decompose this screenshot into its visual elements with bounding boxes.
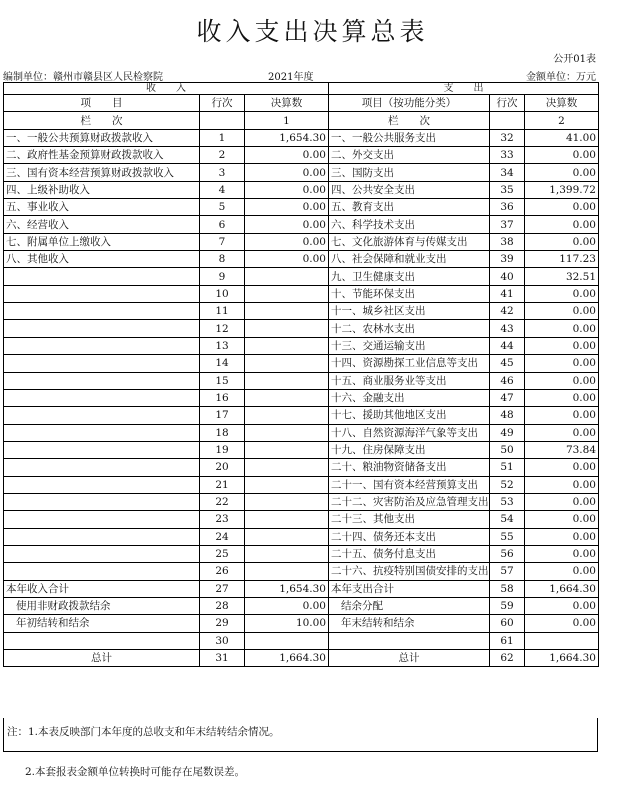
income-amount xyxy=(245,476,329,493)
income-amount: 1,654.30 xyxy=(245,580,329,597)
income-amount xyxy=(245,493,329,510)
expense-item: 七、文化旅游体育与传媒支出 xyxy=(329,233,490,250)
expense-item: 结余分配 xyxy=(329,597,490,614)
income-amount xyxy=(245,355,329,372)
income-line-no: 26 xyxy=(200,563,245,580)
expense-amount: 0.00 xyxy=(525,407,599,424)
income-item xyxy=(4,441,200,458)
table-row xyxy=(4,493,599,510)
income-item: 二、政府性基金预算财政拨款收入 xyxy=(4,147,200,164)
table-row xyxy=(4,303,599,320)
income-line-no: 25 xyxy=(200,545,245,562)
header-line-no-2: 行次 xyxy=(490,95,525,112)
income-item xyxy=(4,545,200,562)
column-index-label: 栏 次 xyxy=(4,112,200,129)
expense-amount: 73.84 xyxy=(525,441,599,458)
expense-line-no: 57 xyxy=(490,563,525,580)
table-row xyxy=(4,563,599,580)
expense-line-no: 35 xyxy=(490,181,525,198)
expense-item: 十三、交通运输支出 xyxy=(329,337,490,354)
header-amount: 决算数 xyxy=(245,95,329,112)
expense-line-no: 46 xyxy=(490,372,525,389)
income-amount: 0.00 xyxy=(245,216,329,233)
expense-amount: 0.00 xyxy=(525,476,599,493)
expense-line-no: 53 xyxy=(490,493,525,510)
expense-amount: 0.00 xyxy=(525,216,599,233)
income-line-no: 2 xyxy=(200,147,245,164)
income-section-label: 收 入 xyxy=(4,83,329,95)
total-row xyxy=(4,650,599,667)
expense-amount: 0.00 xyxy=(525,545,599,562)
table-row xyxy=(4,337,599,354)
income-line-no: 23 xyxy=(200,511,245,528)
income-line-no: 12 xyxy=(200,320,245,337)
expense-line-no: 44 xyxy=(490,337,525,354)
expense-line-no: 45 xyxy=(490,355,525,372)
income-item: 使用非财政拨款结余 xyxy=(4,597,200,614)
income-line-no: 16 xyxy=(200,389,245,406)
expense-amount: 0.00 xyxy=(525,597,599,614)
expense-section-label: 支 出 xyxy=(329,83,599,95)
income-item xyxy=(4,476,200,493)
income-amount: 0.00 xyxy=(245,181,329,198)
expense-line-no: 32 xyxy=(490,129,525,146)
income-item xyxy=(4,407,200,424)
income-amount xyxy=(245,441,329,458)
expense-line-no: 42 xyxy=(490,303,525,320)
expense-line-no: 39 xyxy=(490,251,525,268)
income-expense-table xyxy=(3,82,599,667)
expense-item: 一、一般公共服务支出 xyxy=(329,129,490,146)
income-line-no: 30 xyxy=(200,632,245,649)
amount-unit: 金额单位：万元 xyxy=(526,72,596,83)
income-amount xyxy=(245,545,329,562)
table-row xyxy=(4,545,599,562)
income-item xyxy=(4,459,200,476)
expense-total-amount: 1,664.30 xyxy=(525,650,599,667)
income-item xyxy=(4,320,200,337)
expense-amount: 0.00 xyxy=(525,233,599,250)
expense-item: 十七、援助其他地区支出 xyxy=(329,407,490,424)
expense-amount: 32.51 xyxy=(525,268,599,285)
income-line-no: 20 xyxy=(200,459,245,476)
note-1: 注：1.本表反映部门本年度的总收支和年末结转结余情况。 xyxy=(7,726,280,738)
expense-line-no: 47 xyxy=(490,389,525,406)
expense-line-no: 49 xyxy=(490,424,525,441)
income-line-no: 15 xyxy=(200,372,245,389)
table-row xyxy=(4,147,599,164)
income-line-no: 13 xyxy=(200,337,245,354)
expense-amount: 0.00 xyxy=(525,389,599,406)
expense-amount: 0.00 xyxy=(525,164,599,181)
income-amount: 0.00 xyxy=(245,199,329,216)
table-row xyxy=(4,476,599,493)
expense-amount: 0.00 xyxy=(525,511,599,528)
expense-amount: 0.00 xyxy=(525,372,599,389)
expense-amount: 0.00 xyxy=(525,615,599,632)
income-line-no: 7 xyxy=(200,233,245,250)
table-row xyxy=(4,632,599,649)
column-index-blank-2 xyxy=(490,112,525,129)
table-row xyxy=(4,285,599,302)
expense-item: 十九、住房保障支出 xyxy=(329,441,490,458)
income-item xyxy=(4,493,200,510)
expense-amount: 0.00 xyxy=(525,285,599,302)
income-line-no: 17 xyxy=(200,407,245,424)
note-box xyxy=(3,718,598,752)
income-item xyxy=(4,372,200,389)
income-amount xyxy=(245,563,329,580)
income-line-no: 5 xyxy=(200,199,245,216)
expense-item: 二十一、国有资本经营预算支出 xyxy=(329,476,490,493)
income-amount: 0.00 xyxy=(245,251,329,268)
expense-item: 十二、农林水支出 xyxy=(329,320,490,337)
income-amount: 10.00 xyxy=(245,615,329,632)
expense-line-no: 59 xyxy=(490,597,525,614)
table-row xyxy=(4,181,599,198)
income-line-no: 27 xyxy=(200,580,245,597)
income-amount xyxy=(245,372,329,389)
income-item: 三、国有资本经营预算财政拨款收入 xyxy=(4,164,200,181)
column-index-blank xyxy=(200,112,245,129)
income-amount xyxy=(245,407,329,424)
column-index-1: 1 xyxy=(245,112,329,129)
expense-item: 十六、金融支出 xyxy=(329,389,490,406)
income-line-no: 6 xyxy=(200,216,245,233)
income-amount xyxy=(245,459,329,476)
table-row xyxy=(4,528,599,545)
expense-line-no: 60 xyxy=(490,615,525,632)
expense-amount: 0.00 xyxy=(525,320,599,337)
expense-line-no: 56 xyxy=(490,545,525,562)
income-total-line-no: 31 xyxy=(200,650,245,667)
column-header-row xyxy=(4,95,599,112)
income-item xyxy=(4,424,200,441)
expense-item: 十八、自然资源海洋气象等支出 xyxy=(329,424,490,441)
income-amount xyxy=(245,285,329,302)
column-index-row xyxy=(4,112,599,129)
expense-item: 四、公共安全支出 xyxy=(329,181,490,198)
income-amount: 0.00 xyxy=(245,164,329,181)
expense-amount: 0.00 xyxy=(525,199,599,216)
expense-item: 十一、城乡社区支出 xyxy=(329,303,490,320)
form-code: 公开01表 xyxy=(553,54,596,65)
expense-amount: 0.00 xyxy=(525,424,599,441)
report-year: 2021年度 xyxy=(268,72,314,83)
income-line-no: 22 xyxy=(200,493,245,510)
expense-amount xyxy=(525,632,599,649)
expense-item: 本年支出合计 xyxy=(329,580,490,597)
column-index-label-2: 栏 次 xyxy=(329,112,490,129)
income-item xyxy=(4,268,200,285)
income-line-no: 1 xyxy=(200,129,245,146)
income-item: 八、其他收入 xyxy=(4,251,200,268)
income-line-no: 14 xyxy=(200,355,245,372)
income-line-no: 29 xyxy=(200,615,245,632)
income-amount xyxy=(245,303,329,320)
income-item xyxy=(4,563,200,580)
income-line-no: 18 xyxy=(200,424,245,441)
income-amount xyxy=(245,268,329,285)
table-row xyxy=(4,580,599,597)
expense-line-no: 48 xyxy=(490,407,525,424)
table-row xyxy=(4,233,599,250)
expense-total-line-no: 62 xyxy=(490,650,525,667)
expense-line-no: 37 xyxy=(490,216,525,233)
compiling-unit: 编制单位：赣州市赣县区人民检察院 xyxy=(3,72,163,83)
expense-amount: 0.00 xyxy=(525,459,599,476)
table-row xyxy=(4,511,599,528)
expense-item: 三、国防支出 xyxy=(329,164,490,181)
income-line-no: 28 xyxy=(200,597,245,614)
income-amount: 1,654.30 xyxy=(245,129,329,146)
header-line-no: 行次 xyxy=(200,95,245,112)
income-item: 本年收入合计 xyxy=(4,580,200,597)
expense-item: 八、社会保障和就业支出 xyxy=(329,251,490,268)
income-line-no: 11 xyxy=(200,303,245,320)
expense-amount: 0.00 xyxy=(525,337,599,354)
expense-line-no: 50 xyxy=(490,441,525,458)
income-line-no: 24 xyxy=(200,528,245,545)
header-item: 项 目 xyxy=(4,95,200,112)
income-line-no: 21 xyxy=(200,476,245,493)
expense-item: 二、外交支出 xyxy=(329,147,490,164)
table-row xyxy=(4,216,599,233)
income-item: 五、事业收入 xyxy=(4,199,200,216)
expense-item: 十五、商业服务业等支出 xyxy=(329,372,490,389)
income-amount: 0.00 xyxy=(245,147,329,164)
table-row xyxy=(4,389,599,406)
report-title: 收入支出决算总表 xyxy=(196,17,429,46)
table-row xyxy=(4,459,599,476)
expense-item: 二十六、抗疫特别国债安排的支出 xyxy=(329,563,490,580)
income-total-label: 总计 xyxy=(4,650,200,667)
income-item xyxy=(4,303,200,320)
income-amount xyxy=(245,528,329,545)
expense-item: 十、节能环保支出 xyxy=(329,285,490,302)
header-item-func: 项目（按功能分类） xyxy=(329,95,490,112)
note-2: 2.本套报表金额单位转换时可能存在尾数误差。 xyxy=(25,766,246,778)
income-line-no: 19 xyxy=(200,441,245,458)
expense-amount: 0.00 xyxy=(525,147,599,164)
table-row xyxy=(4,355,599,372)
expense-amount: 0.00 xyxy=(525,563,599,580)
income-amount: 0.00 xyxy=(245,233,329,250)
income-item xyxy=(4,528,200,545)
expense-line-no: 52 xyxy=(490,476,525,493)
expense-line-no: 38 xyxy=(490,233,525,250)
expense-item: 五、教育支出 xyxy=(329,199,490,216)
expense-line-no: 40 xyxy=(490,268,525,285)
income-line-no: 8 xyxy=(200,251,245,268)
income-item: 四、上级补助收入 xyxy=(4,181,200,198)
expense-line-no: 55 xyxy=(490,528,525,545)
expense-line-no: 61 xyxy=(490,632,525,649)
column-index-2: 2 xyxy=(525,112,599,129)
table-row xyxy=(4,199,599,216)
table-row xyxy=(4,424,599,441)
income-line-no: 9 xyxy=(200,268,245,285)
expense-amount: 117.23 xyxy=(525,251,599,268)
income-amount xyxy=(245,320,329,337)
expense-line-no: 41 xyxy=(490,285,525,302)
expense-item: 二十四、债务还本支出 xyxy=(329,528,490,545)
table-row xyxy=(4,251,599,268)
income-item: 一、一般公共预算财政拨款收入 xyxy=(4,129,200,146)
table-row xyxy=(4,407,599,424)
income-line-no: 3 xyxy=(200,164,245,181)
expense-amount: 1,664.30 xyxy=(525,580,599,597)
income-line-no: 10 xyxy=(200,285,245,302)
income-item xyxy=(4,389,200,406)
table-row xyxy=(4,268,599,285)
expense-line-no: 54 xyxy=(490,511,525,528)
expense-total-label: 总计 xyxy=(329,650,490,667)
expense-line-no: 33 xyxy=(490,147,525,164)
income-amount xyxy=(245,511,329,528)
table-row xyxy=(4,597,599,614)
table-row xyxy=(4,320,599,337)
expense-amount: 0.00 xyxy=(525,355,599,372)
header-amount-2: 决算数 xyxy=(525,95,599,112)
section-header-row xyxy=(4,83,599,95)
income-line-no: 4 xyxy=(200,181,245,198)
income-amount xyxy=(245,389,329,406)
income-amount xyxy=(245,424,329,441)
expense-item xyxy=(329,632,490,649)
income-amount xyxy=(245,337,329,354)
expense-line-no: 36 xyxy=(490,199,525,216)
expense-item: 二十二、灾害防治及应急管理支出 xyxy=(329,493,490,510)
income-item xyxy=(4,511,200,528)
table-row xyxy=(4,441,599,458)
expense-amount: 41.00 xyxy=(525,129,599,146)
income-item: 七、附属单位上缴收入 xyxy=(4,233,200,250)
income-item xyxy=(4,355,200,372)
table-row xyxy=(4,372,599,389)
income-item xyxy=(4,337,200,354)
expense-line-no: 58 xyxy=(490,580,525,597)
expense-item: 十四、资源勘探工业信息等支出 xyxy=(329,355,490,372)
table-row xyxy=(4,615,599,632)
income-item xyxy=(4,632,200,649)
expense-item: 九、卫生健康支出 xyxy=(329,268,490,285)
income-total-amount: 1,664.30 xyxy=(245,650,329,667)
expense-item: 二十五、债务付息支出 xyxy=(329,545,490,562)
expense-line-no: 34 xyxy=(490,164,525,181)
expense-amount: 1,399.72 xyxy=(525,181,599,198)
expense-amount: 0.00 xyxy=(525,493,599,510)
income-item: 年初结转和结余 xyxy=(4,615,200,632)
expense-amount: 0.00 xyxy=(525,528,599,545)
expense-item: 二十、粮油物资储备支出 xyxy=(329,459,490,476)
income-amount: 0.00 xyxy=(245,597,329,614)
table-row xyxy=(4,164,599,181)
expense-amount: 0.00 xyxy=(525,303,599,320)
income-item: 六、经营收入 xyxy=(4,216,200,233)
table-row xyxy=(4,129,599,146)
expense-line-no: 43 xyxy=(490,320,525,337)
expense-item: 年末结转和结余 xyxy=(329,615,490,632)
income-amount xyxy=(245,632,329,649)
expense-item: 六、科学技术支出 xyxy=(329,216,490,233)
income-item xyxy=(4,285,200,302)
expense-line-no: 51 xyxy=(490,459,525,476)
expense-item: 二十三、其他支出 xyxy=(329,511,490,528)
